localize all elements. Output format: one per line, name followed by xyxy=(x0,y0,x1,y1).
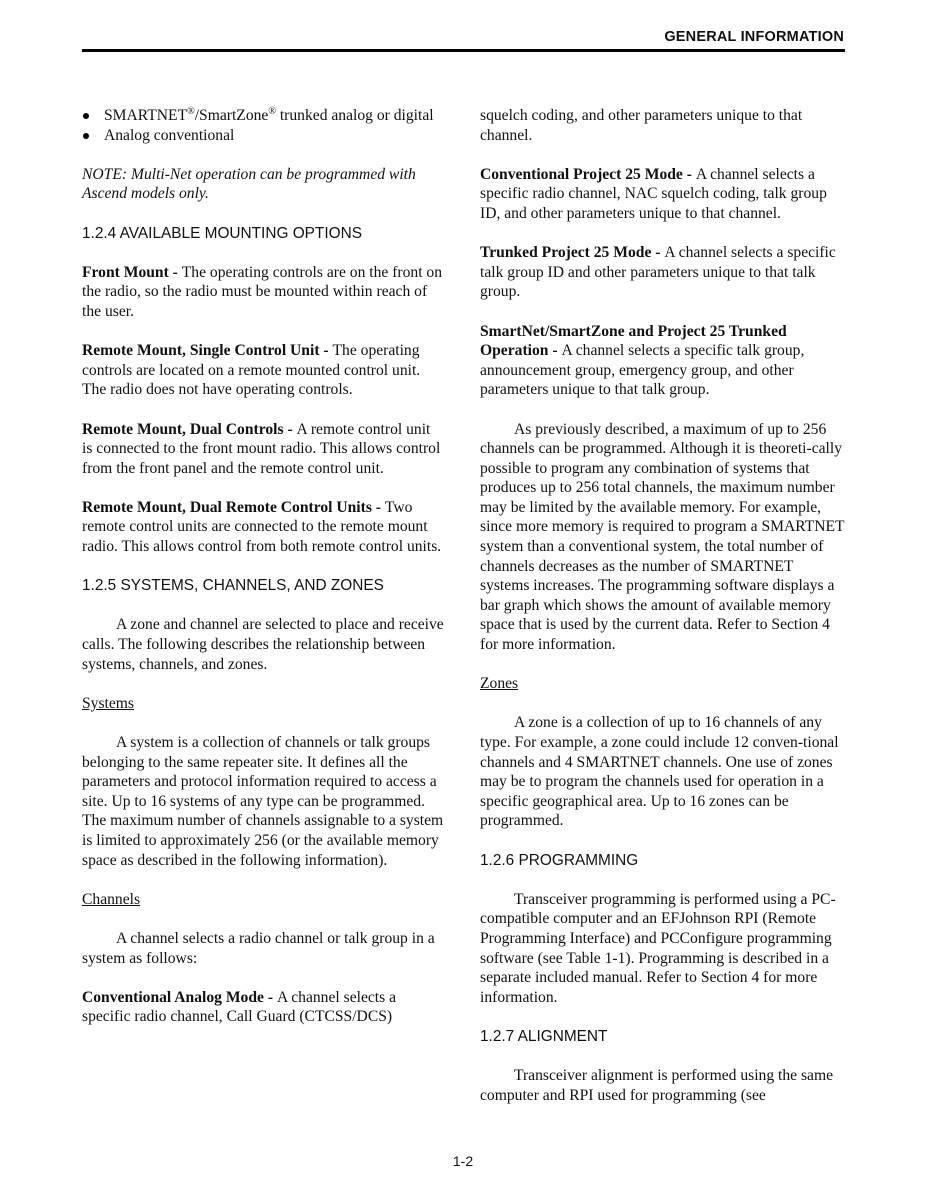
section-heading-1-2-5: 1.2.5 SYSTEMS, CHANNELS, AND ZONES xyxy=(82,577,384,595)
definition: The operating controls are located on a remote mounted control unit. The radio does not have operating controls. xyxy=(82,342,421,399)
zones-subheading: Zones xyxy=(480,675,519,693)
left-column xyxy=(82,106,444,1027)
definition: Two remote control units are connected to the remote mount radio. This allows control from both remote control units. xyxy=(82,498,442,556)
conventional-p25-paragraph xyxy=(480,165,845,224)
page-number: 1-2 xyxy=(452,1153,474,1169)
remote-single-paragraph xyxy=(82,341,444,400)
systems-paragraph: A system is a collection of channels or talk groups belonging to the same repeater site. It defines all the parameters and protocol information required to access a site. Up to 16 systems of any type can be programmed. The maximum number of channels assignable to a system is limited to approximately 256 (or the available memory space as described in the following information). xyxy=(82,734,444,869)
section-heading-1-2-4: 1.2.4 AVAILABLE MOUNTING OPTIONS xyxy=(82,224,362,242)
max-channels-paragraph: As previously described, a maximum of up to 256 channels can be programmed. Although it is theoreti-cally possible to program any combination of systems that produces up to 256 total channels, the maximum number may be limited by the available memory. For example, since more memory is required to program a SMARTNET system than a conventional system, the total number of channels decreases as the number of SMARTNET systems increases. The programming software displays a bar graph which shows the amount of available memory space that is used by the current data. Refer to Section 4 for more information. xyxy=(480,420,845,654)
definition: A channel selects a specific talk group, announcement group, emergency group, and other parameters unique to that talk group. xyxy=(480,342,805,399)
bullet-text: trunked analog or digital xyxy=(275,107,434,124)
systems-subheading: Systems xyxy=(82,694,134,712)
term: Remote Mount, Dual Controls - xyxy=(82,420,297,438)
running-header: GENERAL INFORMATION xyxy=(664,29,844,45)
term: Remote Mount, Dual Remote Control Units - xyxy=(82,498,385,516)
remote-dual-paragraph xyxy=(82,420,444,479)
conventional-analog-paragraph xyxy=(82,988,444,1027)
channels-subheading: Channels xyxy=(82,890,141,908)
zone-intro-paragraph: A zone and channel are selected to place and receive calls. The following describes the relationship between systems, channels, and zones. xyxy=(82,616,444,673)
channels-paragraph: A channel selects a radio channel or talk group in a system as follows: xyxy=(82,929,435,967)
term: SmartNet/SmartZone and Project 25 Trunked Operation - xyxy=(480,322,787,360)
definition: A remote control unit is connected to the front mount radio. This allows control from the front panel and the remote control unit. xyxy=(82,420,441,477)
front-mount-paragraph xyxy=(82,263,444,322)
bullet-text: Analog conventional xyxy=(104,126,235,144)
right-column xyxy=(480,106,845,1105)
smartnet-p25-paragraph xyxy=(480,322,845,400)
trunked-p25-paragraph xyxy=(480,243,845,302)
section-heading-1-2-7: 1.2.7 ALIGNMENT xyxy=(480,1027,608,1045)
registered-mark: ® xyxy=(268,105,276,117)
definition: A channel selects a specific radio channel, Call Guard (CTCSS/DCS) xyxy=(82,988,397,1026)
registered-mark: ® xyxy=(187,105,195,117)
term: Conventional Analog Mode - xyxy=(82,988,277,1006)
list-item xyxy=(82,126,444,146)
note-paragraph: NOTE: Multi-Net operation can be programmed with Ascend models only. xyxy=(82,165,416,203)
bullet-text: /SmartZone xyxy=(194,107,269,124)
definition: The operating controls are on the front on the radio, so the radio must be mounted within reach of the user. xyxy=(82,263,443,320)
section-heading-1-2-6: 1.2.6 PROGRAMMING xyxy=(480,851,639,869)
term: Front Mount - xyxy=(82,263,182,281)
zones-paragraph: A zone is a collection of up to 16 channels of any type. For example, a zone could include 12 conven-tional channels and 4 SMARTNET channels. One use of zones may be to program the channels used for operation in a specific geographical area. Up to 16 zones can be programmed. xyxy=(480,714,839,830)
definition: A channel selects a specific radio channel, NAC squelch coding, talk group ID, and other parameters unique to that channel. xyxy=(480,165,827,222)
definition: A channel selects a specific talk group ID and other parameters unique to that talk group. xyxy=(480,244,836,301)
remote-dual-units-paragraph xyxy=(82,498,444,557)
term: Remote Mount, Single Control Unit - xyxy=(82,342,333,360)
term: Conventional Project 25 Mode - xyxy=(480,165,696,183)
continued-paragraph: squelch coding, and other parameters unique to that channel. xyxy=(480,107,803,144)
header-rule xyxy=(82,49,845,52)
bullet-text: SMARTNET xyxy=(104,107,188,124)
list-item xyxy=(82,106,444,126)
alignment-paragraph: Transceiver alignment is performed using the same computer and RPI used for programming (see xyxy=(480,1067,834,1104)
term: Trunked Project 25 Mode - xyxy=(480,244,665,262)
bullet-icon xyxy=(83,113,89,119)
bullet-icon xyxy=(83,133,89,139)
programming-paragraph: Transceiver programming is performed using a PC-compatible computer and an EFJohnson RPI (Remote Programming Interface) and PCConfigure programming software (see Table 1-1). Programming is described in a separate included manual. Refer to Section 4 for more information. xyxy=(480,890,836,1006)
system-type-list xyxy=(82,106,444,145)
